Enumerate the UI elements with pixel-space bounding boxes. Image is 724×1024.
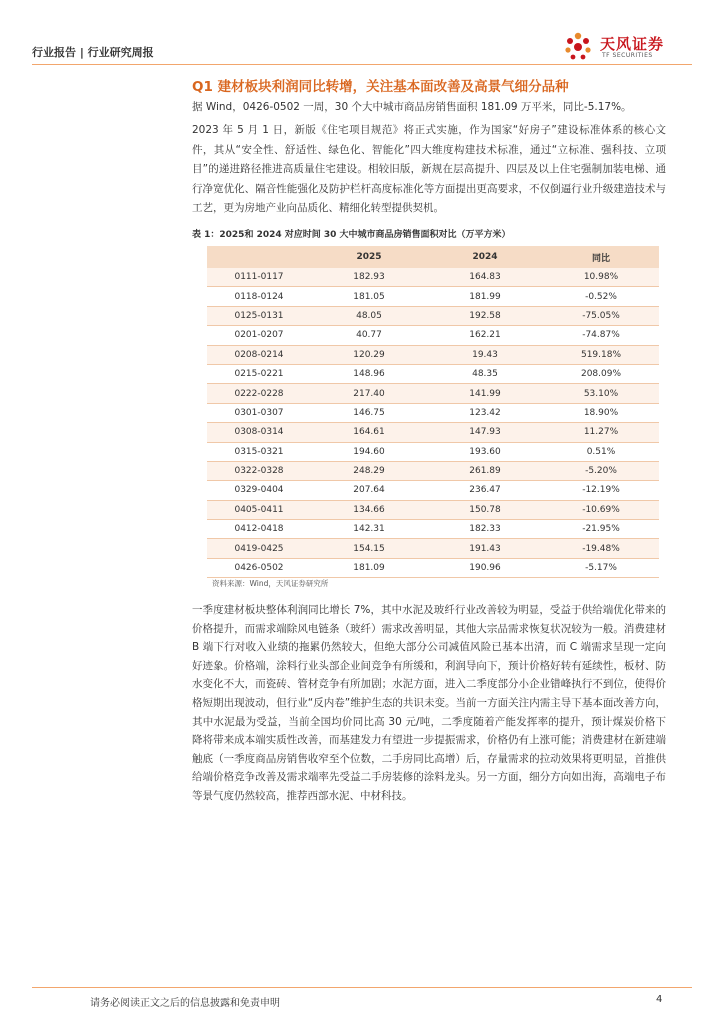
yoy-cell: -21.95% [543,520,659,539]
value-2025-cell: 217.40 [311,384,427,403]
table-row [207,539,659,558]
period-cell: 0412-0418 [207,520,311,539]
yoy-cell: -19.48% [543,539,659,558]
table-caption: 表 1：2025和 2024 对应时间 30 大中城市商品房销售面积对比（万平方米） [192,230,511,240]
value-2024-cell: 192.58 [427,306,543,325]
table-row [207,364,659,383]
yoy-cell: -10.69% [543,500,659,519]
value-2024-cell: 191.43 [427,539,543,558]
paragraph-q1-analysis: 一季度建材板块整体利润同比增长 7%，其中水泥及玻纤行业改善较为明显，受益于供给端优化带来的价格提升，而需求端除风电链条（玻纤）需求改善明显，其他大宗品需求恢复状况较为一般。消费建材 B 端下行对收入业绩的拖累仍然较大，但绝大部分公司减值风险已基本出清，而 C 端需求呈现一定向好迹象。价格端，涂料行业头部企业间竞争有所缓和，利润导向下，预计价格好转有延续性，板材、防水变化不大，而瓷砖、管材竞争有所加剧；水泥方面，进入二季度部分小企业错峰执行不到位，使得价格短期出现波动，但行业“反内卷”维护生态的共识未变。当前一方面关注内需主导下基本面改善方向，其中水泥最为受益，当前全国均价同比高 30 元/吨，二季度随着产能发挥率的提升，预计煤炭价格下降将带来成本端实质性改善，而基建发力有望进一步提振需求，价格仍有上涨可能；消费建材在新建端触底（一季度商品房销售收窄至个位数，二手房同比高增）后，存量需求的拉动效果将更明显，首推供给端价格竞争改善及需求端率先受益二手房装修的涂料龙头。另一方面，细分方向如出海，高端电子布等景气度仍然较高，推荐西部水泥、中材科技。 [192,604,666,802]
value-2024-cell: 48.35 [427,364,543,383]
footer-divider [32,987,692,988]
value-2025-cell: 134.66 [311,500,427,519]
table-row [207,287,659,306]
yoy-cell: -5.20% [543,461,659,480]
period-cell: 0405-0411 [207,500,311,519]
paragraph-housing-standard: 2023 年 5 月 1 日，新版《住宅项目规范》将正式实施，作为国家“好房子”建设标准体系的核心文件，其从“安全性、舒适性、绿色化、智能化”四大维度构建技术标准，通过“立标准、强科技、立项目”的递进路径推进高质量住宅建设。相较旧版，新规在层高提升、四层及以上住宅强制加装电梯、通行净宽优化、隔音性能强化及防护栏杆高度标准化等方面提出更高要求，不仅倒逼行业升级建造技术与工艺，更为房地产业向品质化、精细化转型提供契机。 [192,124,666,214]
value-2025-cell: 182.93 [311,268,427,287]
yoy-cell: 10.98% [543,268,659,287]
period-cell: 0426-0502 [207,558,311,577]
yoy-cell: -74.87% [543,326,659,345]
value-2024-cell: 182.33 [427,520,543,539]
period-cell: 0111-0117 [207,268,311,287]
yoy-cell: 519.18% [543,345,659,364]
value-2024-cell: 19.43 [427,345,543,364]
header-divider [32,64,692,65]
brand-logo [562,30,692,62]
paragraph-weekly-sales: 据 Wind，0426-0502 一周，30 个大中城市商品房销售面积 181.09 万平米，同比-5.17%。 [192,101,632,113]
table-row [207,423,659,442]
table-body [207,268,659,578]
value-2024-cell: 123.42 [427,403,543,422]
table-row [207,403,659,422]
yoy-cell: 18.90% [543,403,659,422]
table-row [207,481,659,500]
period-cell: 0419-0425 [207,539,311,558]
table-source: 资料来源：Wind，天风证券研究所 [212,579,329,588]
yoy-cell: 11.27% [543,423,659,442]
table-row [207,268,659,287]
yoy-cell: 0.51% [543,442,659,461]
tf-logo-icon [562,30,594,62]
sales-area-table [207,246,659,578]
yoy-cell: 53.10% [543,384,659,403]
value-2025-cell: 40.77 [311,326,427,345]
value-2025-cell: 146.75 [311,403,427,422]
value-2024-cell: 141.99 [427,384,543,403]
period-cell: 0308-0314 [207,423,311,442]
table-header-cell: 2024 [427,246,543,268]
period-cell: 0329-0404 [207,481,311,500]
value-2024-cell: 150.78 [427,500,543,519]
value-2024-cell: 162.21 [427,326,543,345]
period-cell: 0118-0124 [207,287,311,306]
value-2025-cell: 164.61 [311,423,427,442]
value-2025-cell: 142.31 [311,520,427,539]
table-header-cell: 2025 [311,246,427,268]
period-cell: 0222-0228 [207,384,311,403]
period-cell: 0201-0207 [207,326,311,345]
brand-name-cn: 天风证券 [600,35,665,53]
value-2025-cell: 181.09 [311,558,427,577]
yoy-cell: -5.17% [543,558,659,577]
footer-disclaimer: 请务必阅读正文之后的信息披露和免责申明 [90,998,280,1009]
page-number: 4 [656,994,663,1005]
value-2025-cell: 120.29 [311,345,427,364]
value-2025-cell: 181.05 [311,287,427,306]
table-row [207,442,659,461]
yoy-cell: -75.05% [543,306,659,325]
value-2025-cell: 154.15 [311,539,427,558]
period-cell: 0208-0214 [207,345,311,364]
value-2024-cell: 164.83 [427,268,543,287]
period-cell: 0301-0307 [207,403,311,422]
value-2025-cell: 48.05 [311,306,427,325]
table-row [207,520,659,539]
table-header-cell [207,246,311,268]
yoy-cell: -0.52% [543,287,659,306]
value-2025-cell: 207.64 [311,481,427,500]
yoy-cell: 208.09% [543,364,659,383]
brand-name-en: TF SECURITIES [602,52,653,59]
period-cell: 0322-0328 [207,461,311,480]
page-header [32,30,692,66]
value-2025-cell: 148.96 [311,364,427,383]
value-2024-cell: 181.99 [427,287,543,306]
table-header-row [207,246,659,268]
table-row [207,345,659,364]
value-2024-cell: 236.47 [427,481,543,500]
report-category: 行业报告 | 行业研究周报 [32,46,154,59]
section-title: Q1 建材板块利润同比转增，关注基本面改善及高景气细分品种 [192,79,569,95]
value-2024-cell: 147.93 [427,423,543,442]
table-header-cell: 同比 [543,246,659,268]
value-2025-cell: 194.60 [311,442,427,461]
value-2024-cell: 261.89 [427,461,543,480]
table-row [207,306,659,325]
table-row [207,326,659,345]
value-2025-cell: 248.29 [311,461,427,480]
table-row [207,384,659,403]
value-2024-cell: 193.60 [427,442,543,461]
period-cell: 0215-0221 [207,364,311,383]
period-cell: 0315-0321 [207,442,311,461]
table-row [207,461,659,480]
table-row [207,558,659,577]
yoy-cell: -12.19% [543,481,659,500]
value-2024-cell: 190.96 [427,558,543,577]
period-cell: 0125-0131 [207,306,311,325]
table-row [207,500,659,519]
